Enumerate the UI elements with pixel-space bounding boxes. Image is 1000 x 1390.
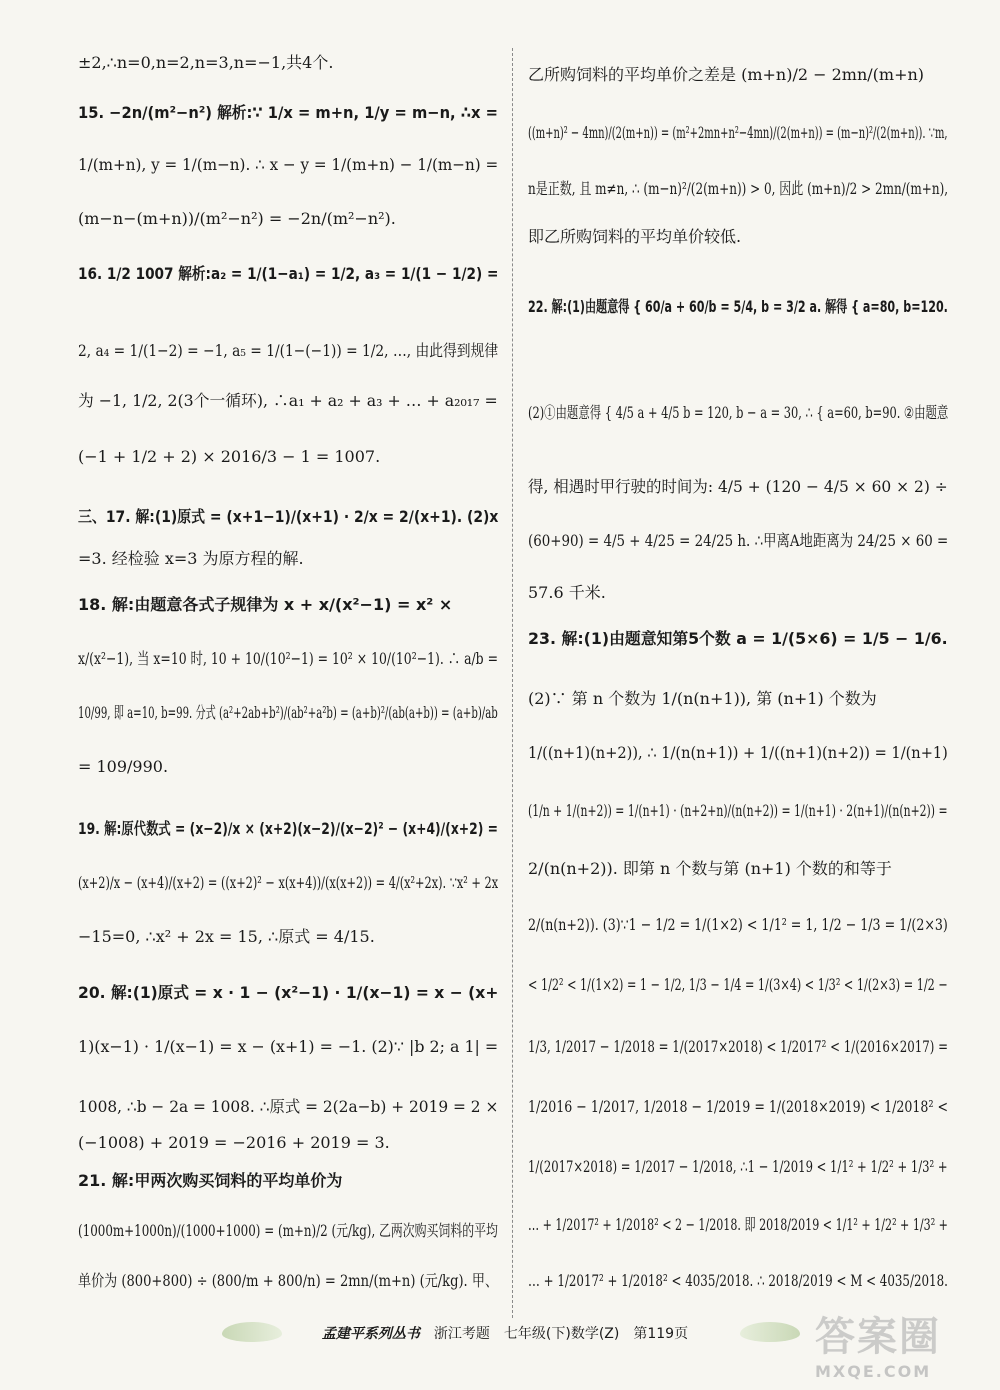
text-line: 1/(2017×2018) = 1/2017 − 1/2018, ∴1 − 1/2019 < 1/1² + 1/2² + 1/3² + [528, 1157, 948, 1176]
watermark-title: 答案圈 [815, 1314, 941, 1360]
problem-17: 三、17. 解:(1)原式 = (x+1−1)/(x+1) · 2/x = 2/(x+1). (2)x [78, 507, 499, 526]
text-line: −15=0, ∴x² + 2x = 15, ∴原式 = 4/15. [78, 927, 375, 946]
text-line: 1)(x−1) · 1/(x−1) = x − (x+1) = −1. (2)∵ |b 2; a 1| = [78, 1037, 499, 1056]
text-line: (x+2)/x − (x+4)/(x+2) = ((x+2)² − x(x+4))/(x(x+2)) = 4/(x²+2x). ∵x² + 2x [78, 873, 499, 892]
text-line: 1/3, 1/2017 − 1/2018 = 1/(2017×2018) < 1/2017² < 1/(2016×2017) = [528, 1037, 948, 1056]
text-line: n是正数, 且 m≠n, ∴ (m−n)²/(2(m+n)) > 0, 因此 (m+n)/2 > 2mn/(m+n), [528, 179, 949, 198]
text-line: 10/99, 即 a=10, b=99. 分式 (a²+2ab+b²)/(ab²+a²b) = (a+b)²/(ab(a+b)) = (a+b)/ab [78, 703, 498, 722]
problem-23: 23. 解:(1)由题意知第5个数 a = 1/(5×6) = 1/5 − 1/6. [528, 629, 948, 648]
text-line: 得, 相遇时甲行驶的时间为: 4/5 + (120 − 4/5 × 60 × 2) ÷ [528, 477, 948, 496]
text-line: (−1 + 1/2 + 2) × 2016/3 − 1 = 1007. [78, 447, 381, 466]
problem-16: 16. 1/2 1007 解析:a₂ = 1/(1−a₁) = 1/2, a₃ = 1/(1 − 1/2) = [78, 264, 499, 283]
text-line: (60+90) = 4/5 + 4/25 = 24/25 h. ∴甲离A地距离为 24/25 × 60 = [528, 531, 949, 550]
text-line: < 1/2² < 1/(1×2) = 1 − 1/2, 1/3 − 1/4 = 1/(3×4) < 1/3² < 1/(2×3) = 1/2 − [528, 975, 948, 994]
text-line: (m−n−(m+n))/(m²−n²) = −2n/(m²−n²). [78, 209, 396, 228]
problem-22: 22. 解:(1)由题意得 { 60/a + 60/b = 5/4, b = 3/2 a. 解得 { a=80, b=120. [528, 297, 948, 316]
text-line: ±2,∴n=0,n=2,n=3,n=−1,共4个. [78, 53, 334, 72]
footer-series: 孟建平系列丛书 [321, 1326, 420, 1342]
column-divider [512, 48, 513, 1318]
problem-21: 21. 解:甲两次购买饲料的平均单价为 [78, 1171, 343, 1190]
text-line: (2)∵ 第 n 个数为 1/(n(n+1)), 第 (n+1) 个数为 [528, 689, 877, 708]
footer-page-number: 第119页 [633, 1326, 689, 1342]
text-line: … + 1/2017² + 1/2018² < 4035/2018. ∴ 2018/2019 < M < 4035/2018. [528, 1271, 948, 1290]
text-line: (1000m+1000n)/(1000+1000) = (m+n)/2 (元/kg), 乙两次购买饲料的平均 [78, 1221, 498, 1240]
watermark [815, 1305, 995, 1385]
text-line: ((m+n)² − 4mn)/(2(m+n)) = (m²+2mn+n²−4mn)/(2(m+n)) = (m−n)²/(2(m+n)). ∵m, [528, 123, 948, 142]
problem-20: 20. 解:(1)原式 = x · 1 − (x²−1) · 1/(x−1) = x − (x+ [78, 983, 499, 1002]
watermark-url: MXQE.COM [815, 1362, 932, 1381]
page-footer [225, 1318, 785, 1348]
text-line: 即乙所购饲料的平均单价较低. [528, 227, 742, 246]
text-line: 1008, ∴b − 2a = 1008. ∴原式 = 2(2a−b) + 2019 = 2 × [78, 1097, 499, 1116]
text-line: 2, a₄ = 1/(1−2) = −1, a₅ = 1/(1−(−1)) = 1/2, …, 由此得到规律 [78, 341, 499, 360]
text-line: 1/((n+1)(n+2)), ∴ 1/(n(n+1)) + 1/((n+1)(n+2)) = 1/(n+1) [528, 743, 948, 762]
text-line: … + 1/2017² + 1/2018² < 2 − 1/2018. 即 2018/2019 < 1/1² + 1/2² + 1/3² + [528, 1215, 948, 1234]
text-line: 57.6 千米. [528, 583, 606, 602]
text-line: 单价为 (800+800) ÷ (800/m + 800/n) = 2mn/(m+n) (元/kg). 甲、 [78, 1271, 499, 1290]
text-line: 1/2016 − 1/2017, 1/2018 − 1/2019 = 1/(2018×2019) < 1/2018² < [528, 1097, 949, 1116]
text-line: =3. 经检验 x=3 为原方程的解. [78, 549, 304, 568]
text-line: 1/(m+n), y = 1/(m−n). ∴ x − y = 1/(m+n) − 1/(m−n) = [78, 155, 499, 174]
problem-18: 18. 解:由题意各式子规律为 x + x/(x²−1) = x² × [78, 595, 453, 614]
problem-19: 19. 解:原代数式 = (x−2)/x × (x+2)(x−2)/(x−2)² − (x+4)/(x+2) = [78, 819, 498, 838]
text-line: = 109/990. [78, 757, 169, 776]
text-line: 2/(n(n+2)). 即第 n 个数与第 (n+1) 个数的和等于 [528, 859, 892, 878]
text-line: 乙所购饲料的平均单价之差是 (m+n)/2 − 2mn/(m+n) [528, 65, 925, 84]
footer-grade: 七年级(下)数学(Z) [503, 1326, 620, 1342]
text-line: x/(x²−1), 当 x=10 时, 10 + 10/(10²−1) = 10² × 10/(10²−1). ∴ a/b = [78, 649, 498, 668]
text-line: 2/(n(n+2)). (3)∵1 − 1/2 = 1/(1×2) < 1/1² = 1, 1/2 − 1/3 = 1/(2×3) [528, 915, 948, 934]
footer-book: 浙江考题 [433, 1326, 490, 1342]
text-line: (2)①由题意得 { 4/5 a + 4/5 b = 120, b − a = 30, ∴ { a=60, b=90. ②由题意 [528, 403, 949, 422]
text-line: (−1008) + 2019 = −2016 + 2019 = 3. [78, 1133, 390, 1152]
text-line: (1/n + 1/(n+2)) = 1/(n+1) · (n+2+n)/(n(n+2)) = 1/(n+1) · 2(n+1)/(n(n+2)) = [528, 801, 948, 820]
text-line: 为 −1, 1/2, 2(3个一循环), ∴a₁ + a₂ + a₃ + … + a₂₀₁₇ = [78, 391, 498, 410]
problem-15: 15. −2n/(m²−n²) 解析:∵ 1/x = m+n, 1/y = m−n, ∴x = [78, 103, 498, 122]
